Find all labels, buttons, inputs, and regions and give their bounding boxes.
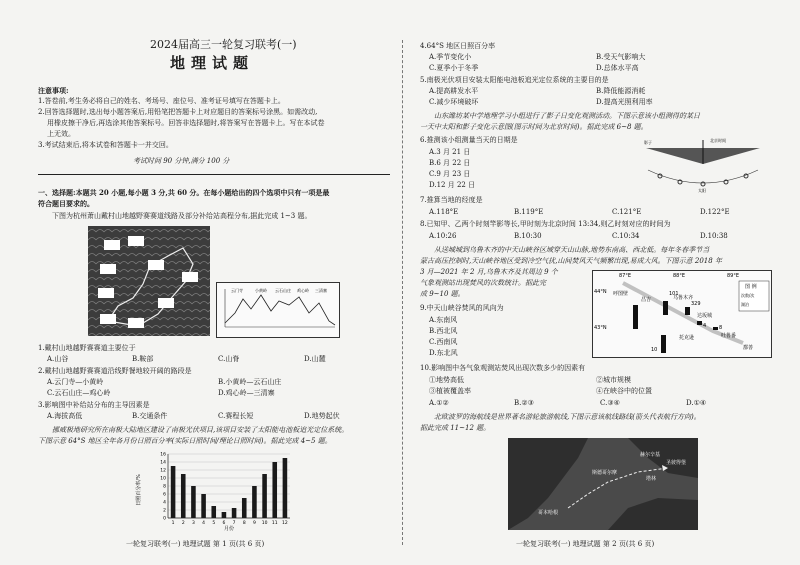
chart-bar (211, 506, 216, 518)
sunshine-bar-chart (134, 450, 294, 532)
q8-option-d: D.10:38 (700, 232, 728, 240)
chart-x-tick-label: 8 (242, 521, 246, 526)
profile-label: 云石山庄 (275, 288, 291, 293)
intro-q1-3: 下图为杭州萧山戴村山地越野赛赛道线路及部分补给站高程分布,据此完成 1~3 题。 (52, 212, 312, 220)
count-label: 329 (691, 301, 701, 307)
race-route-map (88, 226, 210, 336)
q6-option-c: C.9 月 23 日 (429, 170, 471, 178)
intro-q11-12-line2: 据此完成 11~12 题。 (420, 424, 491, 432)
place-label: 吐鲁番 (721, 333, 737, 339)
notes-heading: 注意事项: (38, 86, 69, 95)
lon-label: 89°E (727, 273, 740, 279)
note-line: 上无效。 (47, 130, 75, 138)
q7-option-c: C.121°E (612, 208, 642, 216)
supply-station-marker (100, 264, 116, 274)
q3-option-b: B.交通条件 (132, 412, 168, 420)
q10-option-a: A.①② (429, 399, 449, 407)
q7-option-a: A.118°E (429, 208, 459, 216)
q10-item-2: ②城市规模 (596, 376, 631, 384)
note-line: 2.回答选择题时,选出每小题答案后,用铅笔把答题卡上对应题目的答案标号涂黑。如需改动, (38, 108, 318, 116)
place-label: 达坂城 (697, 313, 713, 319)
supply-station-marker (148, 260, 164, 270)
question-8: 8.已知甲、乙两个时刻竿影等长,甲时刻为北京时间 13:34,则乙时刻对应的时间为 (420, 220, 671, 228)
q8-option-a: A.10:26 (429, 232, 457, 240)
chart-y-tick-label: 6 (163, 492, 166, 498)
chart-x-tick-label: 6 (222, 521, 226, 526)
shadow-label-sun: 太阳 (698, 188, 706, 193)
intro-q9-10-line5: 成 9~10 题。 (420, 290, 465, 298)
legend-count: 次数/次 (741, 293, 755, 298)
elevation-curve (225, 295, 335, 325)
question-1: 1.戴村山地越野赛赛道主要位于 (38, 344, 136, 352)
intro-q9-10: 从送城城到乌鲁木齐的中天山峡谷区域穿天山山脉,地势东南高、西北低。每年冬春季节当 (434, 246, 710, 254)
chart-x-tick-label: 1 (171, 521, 175, 526)
baltic-cruise-map-svg (508, 438, 698, 530)
count-bar (713, 327, 718, 330)
chart-bar (262, 474, 267, 518)
chart-y-tick-label: 4 (163, 500, 166, 506)
city-label: 圣彼得堡 (666, 460, 687, 466)
q1-option-d: D.山麓 (304, 355, 326, 363)
chart-x-tick-label: 10 (261, 521, 268, 526)
profile-label: 小黄岭 (255, 288, 267, 293)
shadow-label-time: 北京时间 (710, 138, 726, 143)
section-heading-2: 符合题目要求的。 (38, 199, 94, 208)
q6-option-d: D.12 月 22 日 (429, 181, 476, 189)
count-label: 101 (669, 291, 679, 297)
footer-page-2: 一轮复习联考(一) 地理试题 第 2 页(共 6 页) (516, 540, 655, 548)
q4-option-a: A.季节变化小 (429, 53, 472, 61)
sun-position (744, 174, 748, 178)
q2-option-c: C.云石山庄—鸡心岭 (47, 389, 111, 397)
landmass-south (608, 498, 698, 530)
q2-option-d: D.鸡心岭—三清寨 (218, 389, 275, 397)
q7-option-b: B.119°E (514, 208, 544, 216)
divider-rule (38, 174, 390, 175)
chart-gridlines (168, 454, 290, 518)
landmass-northeast (628, 438, 698, 478)
question-2: 2.戴村山地越野赛赛道沿线野餐地较开阔的路段是 (38, 367, 192, 375)
place-label: 昌吉 (641, 297, 652, 303)
q9-option-c: C.西南风 (429, 338, 458, 346)
chart-y-tick-label: 8 (163, 484, 166, 490)
chart-bar (171, 466, 176, 518)
chart-y-tick-label: 2 (163, 508, 166, 514)
column-divider (402, 40, 403, 545)
legend-title: 图 例 (745, 284, 757, 290)
chart-x-tick-label: 9 (252, 521, 256, 526)
count-bar (633, 305, 638, 329)
foehn-station-map-svg (593, 271, 771, 357)
chart-bar (272, 462, 277, 518)
baltic-cruise-map (508, 438, 698, 530)
chart-bar (191, 486, 196, 518)
count-bar (685, 307, 690, 315)
city-label: 斯德哥尔摩 (592, 470, 618, 476)
footer-page-1: 一轮复习联考(一) 地理试题 第 1 页(共 6 页) (126, 540, 265, 548)
chart-bar (181, 474, 186, 518)
supply-station-marker (158, 298, 174, 308)
supply-station-marker (104, 240, 120, 250)
q1-option-a: A.山谷 (47, 355, 69, 363)
lat-label: 44°N (594, 289, 607, 295)
intro-q6-8: 山东潍坊某中学地理学习小组进行了影子日变化观测活动。下图示意该小组测得的某日 (434, 112, 700, 120)
q4-option-b: B.受天气影响大 (596, 53, 646, 61)
chart-bar (201, 494, 206, 518)
q2-option-a: A.云门寺—小黄岭 (47, 378, 104, 386)
note-line: 3.考试结束后,将本试卷和答题卡一并交回。 (38, 141, 173, 149)
chart-x-tick-label: 11 (271, 521, 278, 526)
landmass-west (508, 438, 588, 530)
foehn-station-map (592, 270, 772, 358)
intro-q4-5-line2: 下图示意 64°S 地区全年各月份日照百分率(实际日照时间/理论日照时间)。据此完成 4~5 题。 (38, 437, 332, 445)
q1-option-c: C.山脊 (218, 355, 240, 363)
elevation-profile (216, 282, 340, 338)
note-line: 1.答卷前,考生务必将自己的姓名、考场号、座位号、准考证号填写在答题卡上。 (38, 97, 285, 105)
q4-option-d: D.总体水平高 (596, 64, 639, 72)
q3-option-d: D.地势起伏 (304, 412, 340, 420)
legend-lake: 湖泊 (741, 302, 749, 307)
chart-y-tick-label: 0 (163, 516, 166, 522)
subject-title: 地理试题 (170, 54, 255, 72)
count-bar (697, 321, 702, 325)
q10-item-3: ③植被覆盖率 (429, 387, 471, 395)
count-bar (663, 301, 668, 315)
chart-bar (283, 458, 288, 518)
chart-x-label: 月份 (223, 526, 235, 532)
lat-label: 43°N (594, 325, 607, 331)
intro-q9-10-line3: 3 月—2021 年 2 月,乌鲁木齐及其周边 9 个 (420, 268, 558, 276)
q2-option-b: B.小黄岭—云石山庄 (218, 378, 282, 386)
supply-station-marker (182, 272, 198, 282)
elevation-profile-svg (217, 283, 339, 337)
chart-bar (222, 512, 227, 518)
place-label: 托克逊 (679, 335, 695, 341)
question-5: 5.南极光伏项目安装太阳能电池板追光定位系统的主要目的是 (420, 76, 609, 84)
count-label: 4 (703, 323, 707, 329)
count-label: 10 (651, 347, 658, 353)
place-label: 乌鲁木齐 (673, 295, 694, 301)
chart-y-label: 日照百分率/% (136, 474, 142, 506)
supply-station-marker (100, 314, 116, 324)
question-10: 10.影响图中各气象观测站焚风出现次数多少的因素有 (420, 364, 586, 372)
q9-option-b: B.西北风 (429, 327, 458, 335)
place-label: 呼图壁 (613, 291, 629, 297)
q5-option-a: A.提高耕发水平 (429, 87, 479, 95)
q8-option-c: C.10:34 (612, 232, 640, 240)
q7-option-d: D.122°E (700, 208, 730, 216)
q5-option-d: D.提高光照利用率 (596, 98, 653, 106)
exam-info: 考试时间 90 分钟,满分 100 分 (133, 157, 230, 165)
chart-y-tick-label: 12 (160, 468, 166, 474)
profile-label: 云门寺 (231, 288, 243, 293)
question-4: 4.64°S 地区日照百分率 (420, 42, 496, 50)
q5-option-c: C.减少环境破坏 (429, 98, 479, 106)
intro-q9-10-line4: 气象观测站出现焚风的次数统计。据此完 (420, 279, 546, 287)
q4-option-c: C.夏季小于冬季 (429, 64, 479, 72)
page-2 (420, 0, 772, 565)
intro-q9-10-line2: 蒙古高压控制时,天山峡谷地区受到冷空气扰,山间焚风天气频繁出现,易成大风。下图示意 2018 年 (420, 257, 722, 265)
supply-station-marker (128, 318, 144, 328)
chart-y-tick-label: 14 (160, 460, 166, 466)
sun-position (658, 174, 662, 178)
q8-option-b: B.10:30 (514, 232, 542, 240)
q1-option-b: B.鞍部 (132, 355, 154, 363)
chart-y-ticks (160, 452, 166, 522)
lon-label: 87°E (619, 273, 632, 279)
shadow-label-shadow: 影子 (644, 140, 652, 145)
city-label: 塔林 (646, 476, 657, 482)
exam-title: 2024届高三一轮复习联考(一) (150, 38, 297, 51)
intro-q4-5: 挪威极地研究所在南极大陆地区建设了南极光伏项目,该项目安装了太阳能电池板追光定位系统。 (52, 426, 349, 434)
q9-option-a: A.东南风 (429, 316, 458, 324)
q6-option-b: B.6 月 22 日 (429, 159, 471, 167)
chart-x-tick-label: 3 (191, 521, 195, 526)
q6-option-a: A.3 月 21 日 (429, 148, 471, 156)
note-line: 用橡皮擦干净后,再选涂其他答案标号。回答非选择题时,将答案写在答题卡上。写在本试卷 (47, 119, 325, 127)
sun-shadow-diagram (640, 134, 766, 194)
q10-option-b: B.②③ (514, 399, 534, 407)
intro-q6-8-line2: 一天中太阳和影子变化示意图(图示时间为北京时间)。据此完成 6~8 题。 (420, 123, 648, 131)
city-label: 赫尔辛基 (640, 452, 661, 458)
sun-path (648, 170, 758, 183)
count-label: 8 (719, 325, 723, 331)
chart-y-tick-label: 10 (160, 476, 166, 482)
page-1 (38, 0, 390, 565)
question-3: 3.影响图中补给站分布的主导因素是 (38, 401, 150, 409)
lon-label: 88°E (673, 273, 686, 279)
chart-bar (232, 508, 237, 518)
q5-option-b: B.降低能源消耗 (596, 87, 646, 95)
chart-x-tick-label: 7 (232, 521, 236, 526)
supply-station-marker (98, 288, 114, 298)
q10-option-d: D.①④ (686, 399, 707, 407)
question-9: 9.中天山峡谷焚风的风向为 (420, 304, 504, 312)
q9-option-d: D.东北风 (429, 349, 458, 357)
chart-bar (252, 486, 257, 518)
q3-option-a: A.海拔高低 (47, 412, 83, 420)
supply-station-marker (128, 236, 144, 246)
chart-bar (242, 498, 247, 518)
profile-label: 鸡心岭 (297, 288, 309, 293)
place-label: 鄯善 (743, 345, 754, 351)
chart-y-tick-label: 16 (160, 452, 166, 458)
chart-x-tick-label: 4 (202, 521, 206, 526)
intro-q11-12: 北欧波罗的海航线是世界著名游轮旅游航线,下图示意该航线路线(箭头代表航行方向)。 (434, 413, 701, 421)
chart-x-tick-label: 2 (181, 521, 185, 526)
question-7: 7.推算当地的经度是 (420, 196, 483, 204)
chart-x-tick-label: 5 (212, 521, 216, 526)
question-6: 6.推测该小组测量当天的日期是 (420, 136, 518, 144)
sun-position (701, 182, 705, 186)
q10-option-c: C.③④ (600, 399, 620, 407)
q10-item-4: ④在峡谷中的位置 (596, 387, 652, 395)
q10-item-1: ①地势高低 (429, 376, 464, 384)
section-heading: 一、选择题:本题共 20 小题,每小题 3 分,共 60 分。在每小题给出的四个选项中只有一项是最 (38, 188, 330, 197)
race-route-map-svg (88, 226, 210, 336)
q3-option-c: C.赛程长短 (218, 412, 254, 420)
chart-x-tick-label: 12 (282, 521, 288, 526)
profile-label: 三清寨 (315, 288, 327, 293)
city-label: 哥本哈根 (538, 510, 559, 516)
count-bar (661, 335, 666, 353)
chart-bars (171, 458, 287, 518)
